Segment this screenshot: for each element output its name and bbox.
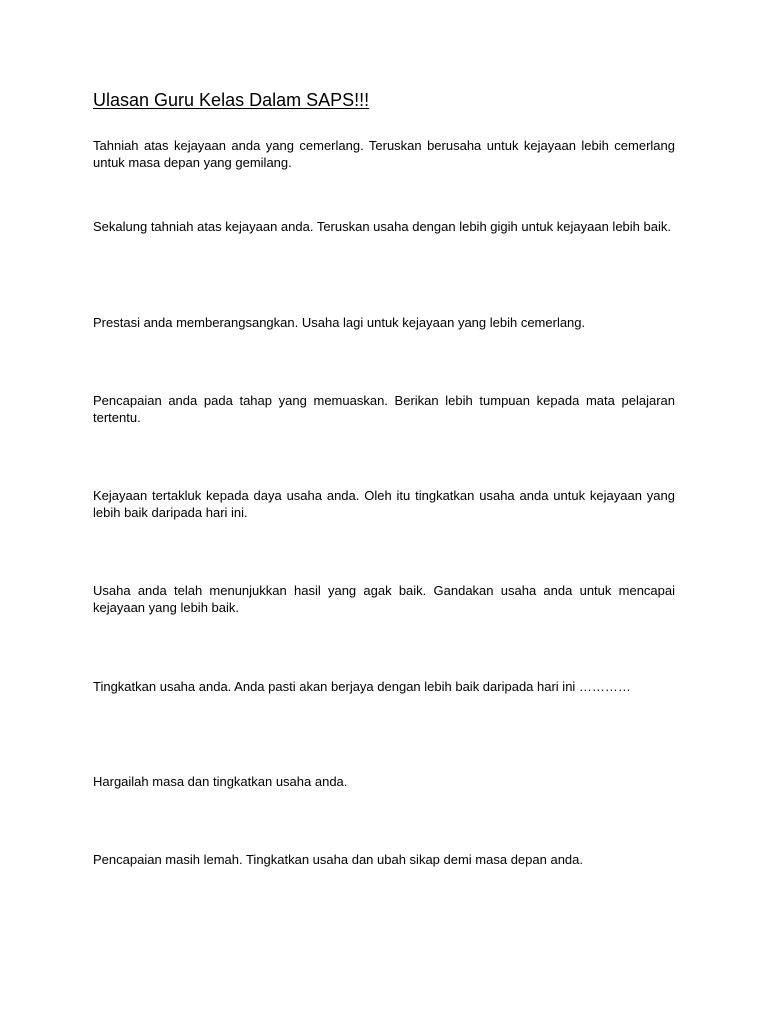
comment-paragraph-6: Usaha anda telah menunjukkan hasil yang agak baik. Gandakan usaha anda untuk mencapai kejayaan yang lebih baik. <box>93 583 675 615</box>
comment-paragraph-1: Tahniah atas kejayaan anda yang cemerlang. Teruskan berusaha untuk kejayaan lebih cemerlang untuk masa depan yang gemilang. <box>93 138 675 170</box>
comment-paragraph-7: Tingkatkan usaha anda. Anda pasti akan berjaya dengan lebih baik daripada hari ini ………… <box>93 679 631 694</box>
comment-paragraph-4: Pencapaian anda pada tahap yang memuaskan. Berikan lebih tumpuan kepada mata pelajaran tertentu. <box>93 393 675 425</box>
comment-paragraph-5: Kejayaan tertakluk kepada daya usaha anda. Oleh itu tingkatkan usaha anda untuk kejayaan yang lebih baik daripada hari ini. <box>93 488 675 520</box>
comment-paragraph-3: Prestasi anda memberangsangkan. Usaha lagi untuk kejayaan yang lebih cemerlang. <box>93 315 586 330</box>
comment-paragraph-8: Hargailah masa dan tingkatkan usaha anda. <box>93 774 348 789</box>
comment-paragraph-2: Sekalung tahniah atas kejayaan anda. Teruskan usaha dengan lebih gigih untuk kejayaan lebih baik. <box>93 219 671 234</box>
comment-paragraph-9: Pencapaian masih lemah. Tingkatkan usaha dan ubah sikap demi masa depan anda. <box>93 852 583 867</box>
document-title: Ulasan Guru Kelas Dalam SAPS!!! <box>93 90 370 110</box>
